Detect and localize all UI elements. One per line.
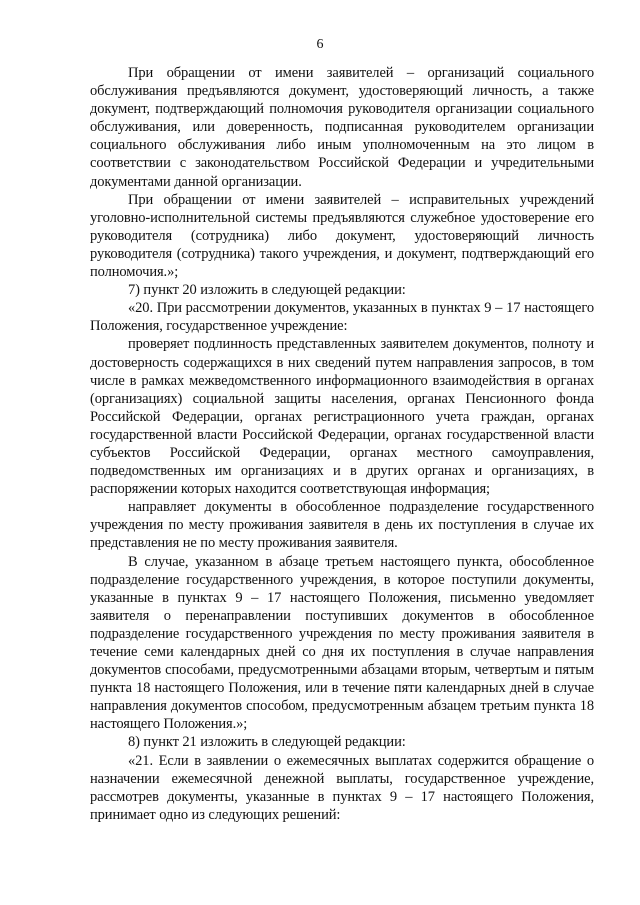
paragraph-8: 8) пункт 21 изложить в следующей редакции:: [128, 734, 406, 751]
paragraph-9: «21. Если в заявлении о ежемесячных выплатах содержится обращение о назначении ежемесячной денежной выплаты, государственное учреждение, рассмотрев документы, указанные в пунктах 9 – 17 настоящего Положения, принимает одно из следующих решений:: [90, 752, 594, 823]
paragraph-4: «20. При рассмотрении документов, указанных в пунктах 9 – 17 настоящего Положения, государственное учреждение:: [90, 300, 594, 335]
paragraph-3: 7) пункт 20 изложить в следующей редакции:: [128, 282, 406, 299]
paragraph-5: проверяет подлинность представленных заявителем документов, полноту и достоверность содержащихся в них сведений путем направления запросов, в том числе в рамках межведомственного информационного взаимодействия в органах (организациях) социальной защиты населения, органах Пенсионного фонда Российской Федерации, органах регистрационного учета граждан, органах государственной власти Российской Федерации, органах государственной власти субъектов Российской Федерации, органах местного самоуправления, подведомственных им организациях и в других органах и организациях, в распоряжении которых находится соответствующая информация;: [90, 336, 594, 498]
page-number: 6: [316, 37, 324, 52]
paragraph-7: В случае, указанном в абзаце третьем настоящего пункта, обособленное подразделение государственного учреждения, в которое поступили документы, указанные в пунктах 9 – 17 настоящего Положения, письменно уведомляет заявителя о перенаправлении поступивших документов в обособленное подразделение государственного учреждения по месту проживания заявителя в течение семи календарных дней со дня их поступления в случае направления документов способами, предусмотренными абзацами вторым, четвертым и пятым пункта 18 настоящего Положения, или в течение пяти календарных дней в случае направления документов способом, предусмотренным абзацем третьим пункта 18 настоящего Положения.»;: [90, 553, 594, 733]
paragraph-6: направляет документы в обособленное подразделение государственного учреждения по месту проживания заявителя в день их поступления в случае их представления не по месту проживания заявителя.: [90, 499, 594, 552]
paragraph-2: При обращении от имени заявителей – исправительных учреждений уголовно-исполнительной системы предъявляются служебное удостоверение его руководителя (сотрудника) либо документ, удостоверяющий личность руководителя (сотрудника) такого учреждения, и документ, подтверждающий его полномочия.»;: [90, 191, 594, 281]
document-body: [90, 64, 594, 824]
paragraph-1: При обращении от имени заявителей – организаций социального обслуживания предъявляются документ, удостоверяющий личность, а также документ, подтверждающий полномочия руководителя организации социального обслуживания, или доверенность, подписанная руководителем организации социального обслуживания либо иным уполномоченным на это лицом в соответствии с законодательством Российской Федерации и учредительными документами данной организации.: [90, 65, 594, 190]
